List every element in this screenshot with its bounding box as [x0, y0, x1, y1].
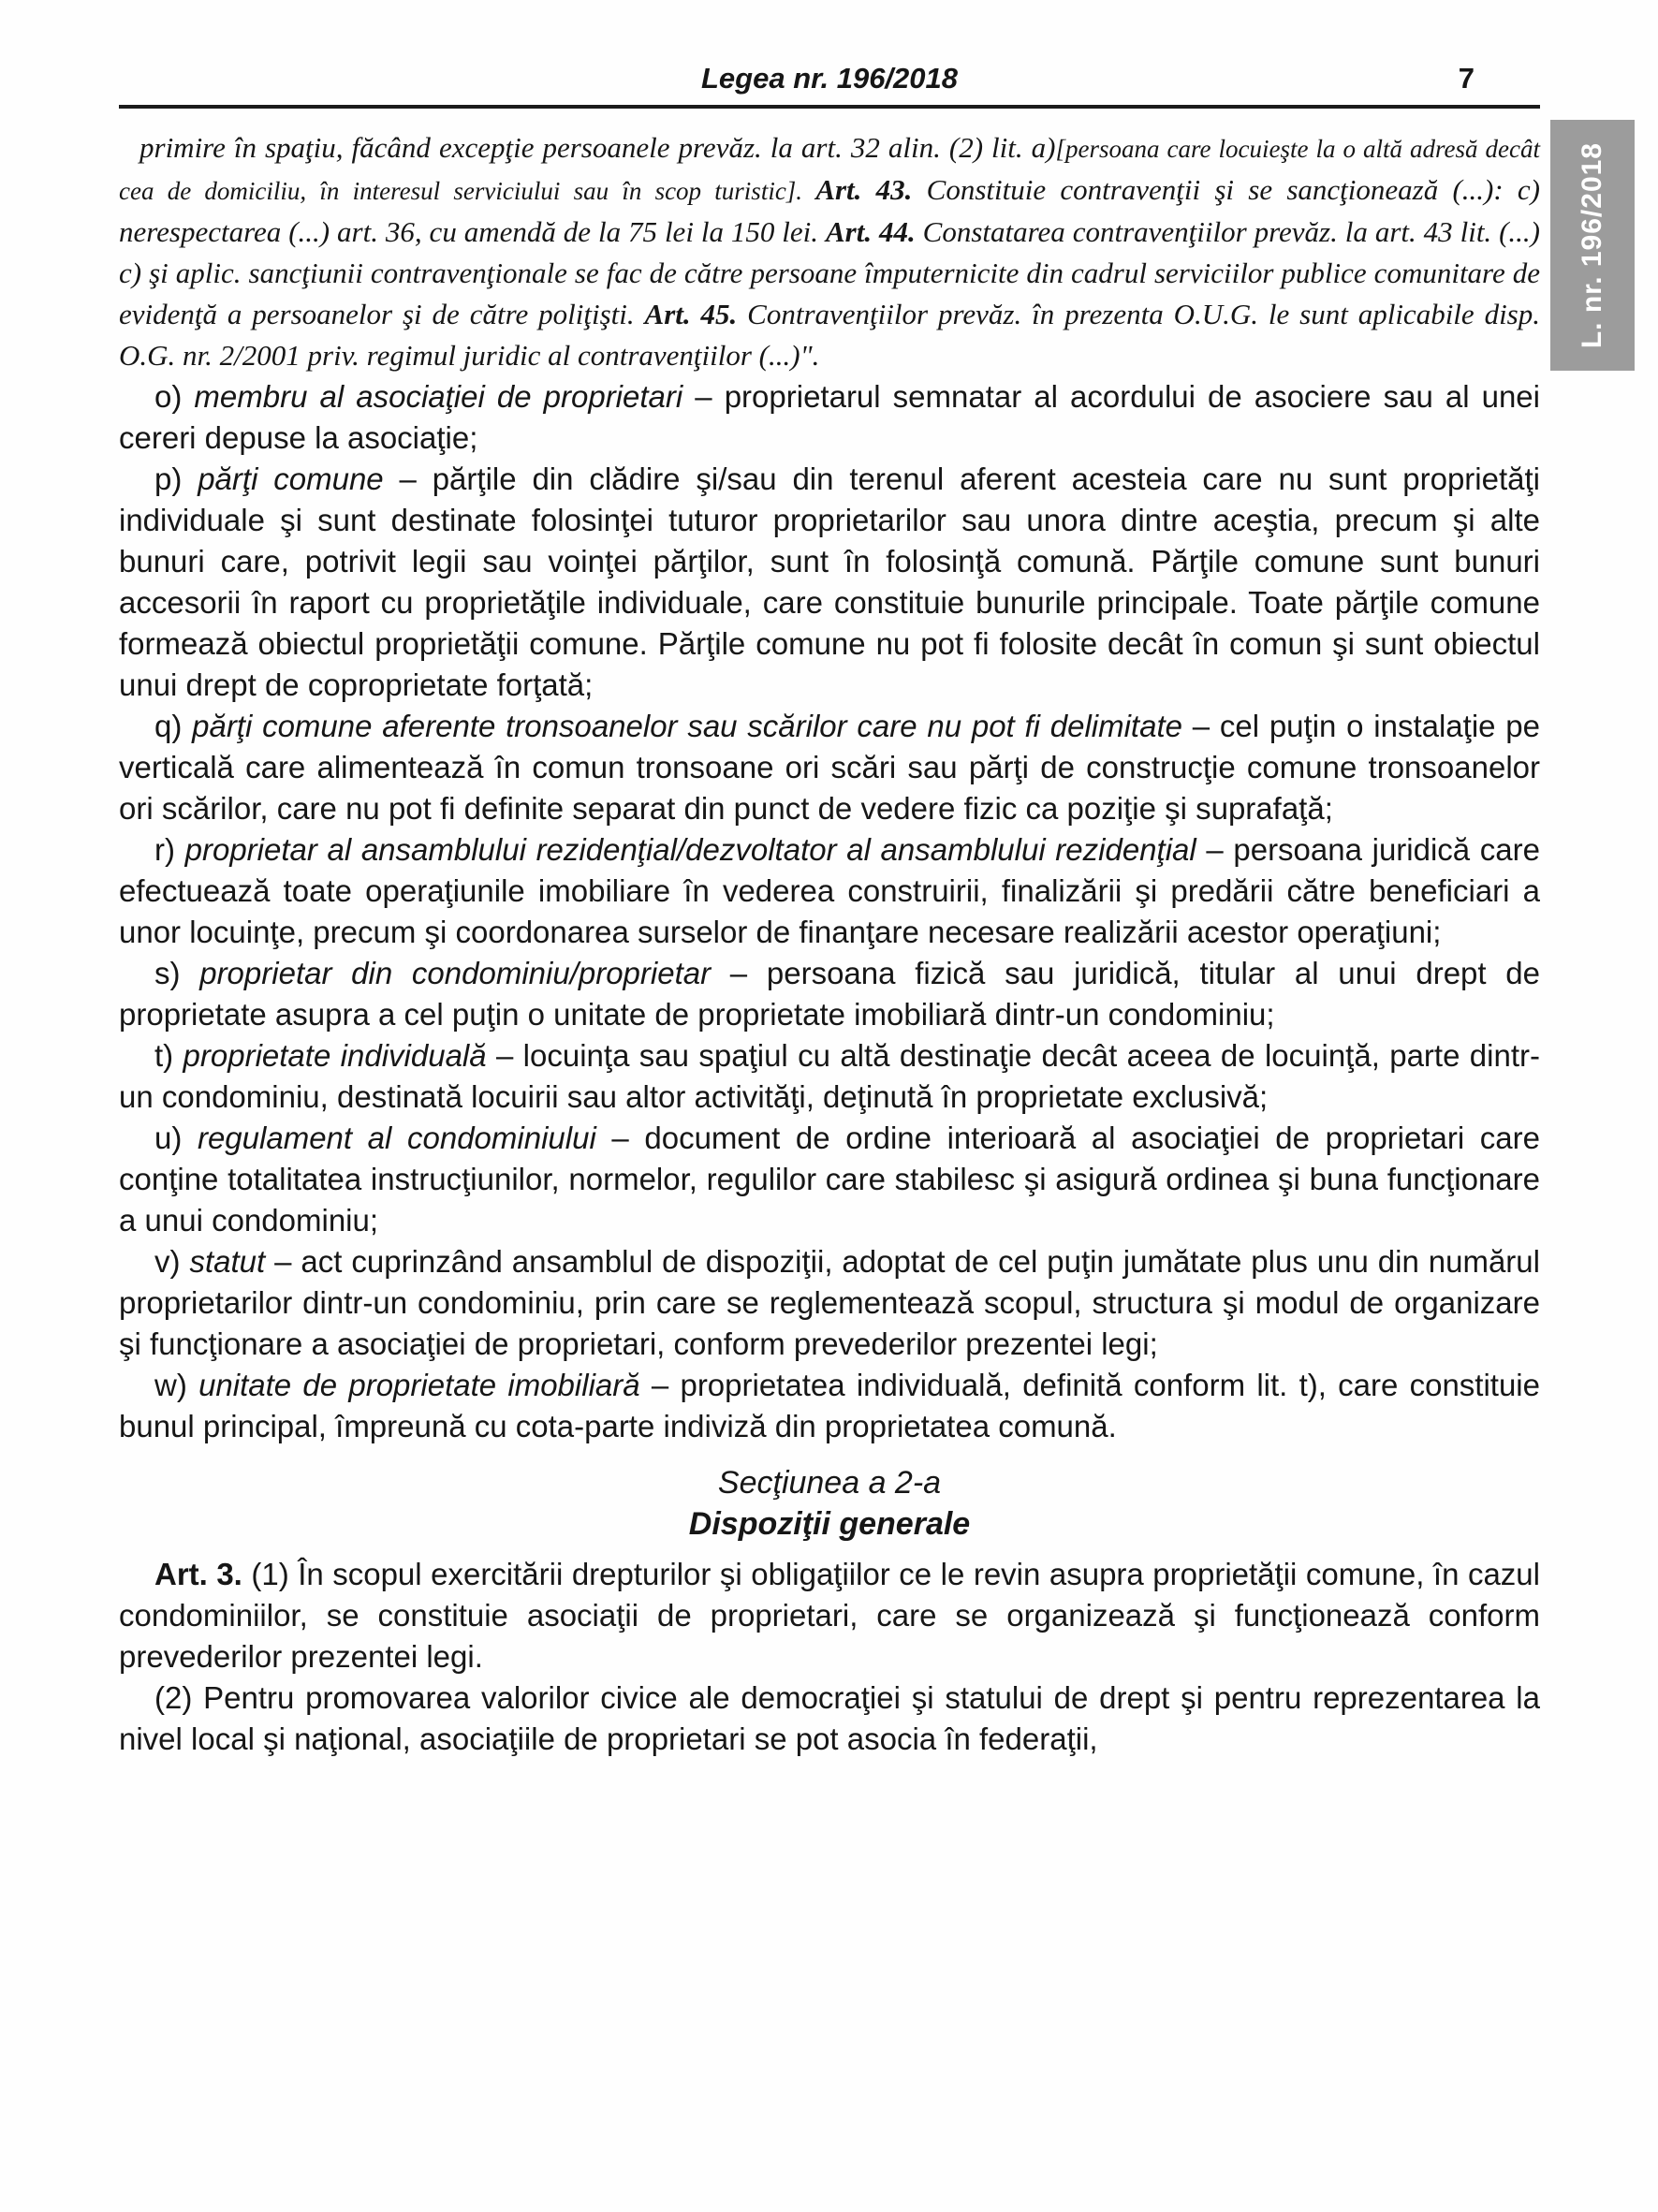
page-header [119, 60, 1540, 105]
text-run: părţi comune aferente tronsoanelor sau scărilor care nu pot fi delimitate [192, 709, 1182, 743]
text-run: Contravenţiilor prevăz. în prezenta O.U.G. le sunt aplicabile disp. O.G. nr. 2/2001 priv. regimul juridic al contravenţiilor (...)". [119, 298, 1540, 372]
text-run: – părţile din clădire şi/sau din terenul aferent acesteia care nu sunt proprietăţi individuale şi sunt destinate folosinţei tuturor proprietarilor sau unora dintre aceştia, precum şi alte bunuri care, potrivit legii sau voinţei părţilor, sunt în folosinţă comună. Părţile comune sunt bunuri accesorii în raport cu proprietăţile individuale, care constituie bunurile principale. Toate părţile comune formează obiectul proprietăţii comune. Părţile comune nu pot fi folosite decât în comun şi sunt obiectul unui drept de coproprietate forţată; [119, 461, 1540, 702]
text-run: membru al asociaţiei de proprietari [194, 379, 683, 414]
text-run: părţi comune [198, 461, 384, 496]
text-run: – persoana fizică sau juridică, titular al unui drept de proprietate asupra a cel puţin o unitate de proprietate imobiliară dintr-un condominiu; [119, 956, 1540, 1032]
text-run: unitate de proprietate imobiliară [198, 1368, 640, 1402]
section-number: Secţiunea a 2-a [717, 1465, 942, 1501]
text-run: r) [154, 832, 185, 867]
definition-item [119, 706, 1540, 829]
definition-item [119, 1365, 1540, 1447]
text-run: – document de ordine interioară al asociaţiei de proprietari care conţine totalitatea instrucţiunilor, normelor, regulilor care stabilesc şi asigură ordinea şi buna funcţionare a unui condominiu; [119, 1121, 1541, 1238]
text-run: primire în spaţiu, făcând excepţie persoanele prevăz. la art. 32 alin. (2) lit. a) [139, 131, 1056, 164]
text-run: o) [154, 379, 195, 414]
text-run: (2) Pentru promovarea valorilor civice ale democraţiei şi statului de drept şi pentru reprezentarea la nivel local şi naţional, asociaţiile de proprietari se pot asocia în federaţii, [119, 1680, 1540, 1756]
articles-list [119, 1554, 1540, 1760]
article-paragraph [119, 1554, 1540, 1677]
text-column [119, 0, 1540, 1760]
text-run: Art. 45. [644, 298, 738, 330]
text-run: – locuinţa sau spaţiul cu altă destinaţie decât aceea de locuinţă, parte dintr-un condominiu, destinată locuirii sau altor activităţi, deţinută în proprietate exclusivă; [119, 1038, 1540, 1114]
text-run: [persoana care locuieşte la o altă adresă decât cea de domiciliu, în interesul serviciului sau în scop turistic]. [119, 135, 1541, 205]
text-run: q) [154, 709, 193, 743]
text-run: Art. 44. [825, 215, 916, 248]
definition-item [119, 829, 1540, 953]
text-run: – proprietarul semnatar al acordului de asociere sau al unei cereri depuse la asociaţie; [119, 379, 1540, 455]
text-run: (1) În scopul exercitării drepturilor şi obligaţiilor ce le revin asupra proprietăţii comune, în cazul condominiilor, se constituie asociaţii de proprietari, care se organizează şi funcţionează conform prevederilor prezentei legi. [119, 1557, 1540, 1674]
page-number: 7 [1458, 62, 1475, 95]
text-run: Constatarea contravenţiilor prevăz. la art. 43 lit. (...) c) şi aplic. sancţiunii contravenţionale se fac de către persoane împuternicite din cadrul serviciilor publice comunitare de evidenţă a persoanelor şi de către poliţişti. [119, 215, 1540, 330]
definition-item [119, 1241, 1540, 1365]
definitions-list [119, 376, 1540, 1447]
text-run: p) [154, 461, 198, 496]
text-run: – proprietatea individuală, definită conform lit. t), care constituie bunul principal, împreună cu cota-parte indiviză din proprietatea comună. [119, 1368, 1540, 1443]
text-run: – persoana juridică care efectuează toate operaţiunile imobiliare în vederea construirii, finalizării şi predării către beneficiari a unor locuinţe, precum şi coordonarea surselor de finanţare necesare realizării acestor operaţiuni; [119, 832, 1540, 949]
article-paragraph [119, 1677, 1540, 1760]
header-title: Legea nr. 196/2018 [700, 62, 959, 95]
text-run: proprietate individuală [183, 1038, 487, 1073]
text-run: proprietar din condominiu/proprietar [199, 956, 712, 990]
definition-item [119, 376, 1540, 459]
text-run: – cel puţin o instalaţie pe verticală care alimentează în comun tronsoane ori scări sau părţi de construcţie comune tronsoanelor ori scărilor, care nu pot fi definite separat din punct de vedere fizic ca poziţie şi suprafaţă; [119, 709, 1540, 826]
text-run: regulament al condominiului [197, 1121, 596, 1155]
side-tab [1550, 120, 1635, 371]
section-title: Dispoziţii generale [688, 1506, 971, 1542]
page-content [119, 127, 1540, 1760]
text-run: Constituie contravenţii şi se sancţionează (...): c) nerespectarea (...) art. 36, cu amendă de la 75 lei la 150 lei. [119, 173, 1540, 248]
quoted-law-text [119, 127, 1540, 376]
text-run: v) [154, 1244, 190, 1279]
side-tab-label: L. nr. 196/2018 [1577, 141, 1607, 349]
text-run: statut [189, 1244, 266, 1279]
definition-item [119, 953, 1540, 1035]
text-run: u) [154, 1121, 198, 1155]
text-run: w) [154, 1368, 199, 1402]
text-run: proprietar al ansamblului rezidenţial/dezvoltator al ansamblului rezidenţial [184, 832, 1196, 867]
text-run: t) [154, 1038, 183, 1073]
text-run: – act cuprinzând ansamblul de dispoziţii, adoptat de cel puţin jumătate plus unu din numărul proprietarilor dintr-un condominiu, prin care se reglementează scopul, structura şi modul de organizare şi funcţionare a asociaţiei de proprietari, conform prevederilor prezentei legi; [119, 1244, 1540, 1361]
definition-item [119, 1118, 1540, 1241]
text-run: s) [154, 956, 200, 990]
text-run: Art. 3. [154, 1557, 242, 1591]
text-run: Art. 43. [815, 173, 913, 206]
definition-item [119, 459, 1540, 706]
definition-item [119, 1035, 1540, 1118]
header-rule [119, 105, 1540, 109]
section-heading [119, 1462, 1540, 1545]
